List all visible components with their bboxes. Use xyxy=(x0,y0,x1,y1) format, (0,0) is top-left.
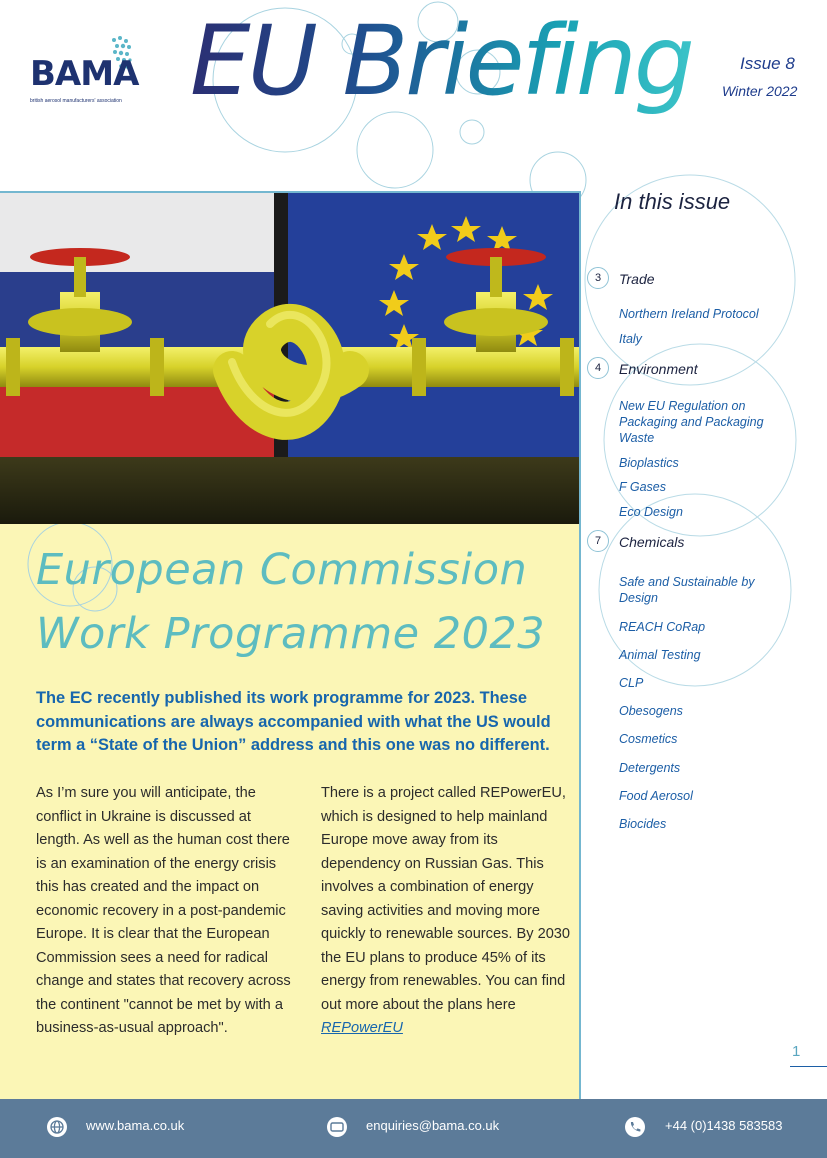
toc-item[interactable]: Animal Testing xyxy=(619,648,701,662)
sidebar-divider xyxy=(579,191,581,1099)
article-column-1: As I’m sure you will anticipate, the conflict in Ukraine is discussed at length. As well as the human cost there is an examination of the energy crisis this has created and the impact on economic recovery in a post-pandemic Europe. It is clear that the European Commission sees a need for radical change and states that recovery across the continent "cannot be met by with a business-as-usual approach". xyxy=(36,785,291,1036)
toc-item[interactable]: Bioplastics xyxy=(619,456,679,470)
masthead-title: EU Briefing xyxy=(190,5,692,117)
article-title xyxy=(36,538,545,666)
logo-wordmark: BAMA xyxy=(30,54,139,94)
toc-item[interactable]: Eco Design xyxy=(619,505,683,519)
article-column-2 xyxy=(321,782,576,1041)
toc-item[interactable]: CLP xyxy=(619,676,644,690)
footer-website[interactable]: www.bama.co.uk xyxy=(86,1118,185,1133)
toc-item[interactable]: Cosmetics xyxy=(619,732,678,746)
repowereu-link[interactable]: REPowerEU xyxy=(321,1020,403,1036)
pipeline-knot-illustration xyxy=(0,192,580,524)
bama-logo xyxy=(30,32,140,102)
toc-page-trade: 3 xyxy=(587,267,609,289)
toc-page-chemicals: 7 xyxy=(587,530,609,552)
toc-item[interactable]: Northern Ireland Protocol xyxy=(619,307,759,321)
toc-item[interactable]: Italy xyxy=(619,332,642,346)
article-lead: The EC recently published its work programme for 2023. These communications are always accompanied with what the US would term a “State of the Union” address and this one was no different. xyxy=(36,689,551,754)
logo-tagline: british aerosol manufacturers' association xyxy=(30,98,122,104)
toc-item[interactable]: Biocides xyxy=(619,817,667,831)
issue-number: Issue 8 xyxy=(740,54,795,73)
toc-item[interactable]: Safe and Sustainable by Design xyxy=(619,575,755,605)
toc-item[interactable]: New EU Regulation on Packaging and Packaging Waste xyxy=(619,399,764,445)
phone-icon xyxy=(624,1116,646,1138)
email-icon xyxy=(326,1116,348,1138)
toc-item[interactable]: REACH CoRap xyxy=(619,620,706,634)
page-number-rule xyxy=(790,1066,827,1067)
article-column-2-text: There is a project called REPowerEU, which is designed to help mainland Europe move away from its dependency on Russian Gas. This involves a combination of energy saving activities and moving more quickly to renewable sources. By 2030 the EU plans to produce 45% of its energy from renewables. You can find out more about the plans here xyxy=(321,785,571,1013)
toc-item[interactable]: F Gases xyxy=(619,480,667,494)
toc-item[interactable]: Food Aerosol xyxy=(619,789,693,803)
footer-email[interactable]: enquiries@bama.co.uk xyxy=(366,1118,500,1133)
footer-phone[interactable]: +44 (0)1438 583583 xyxy=(665,1118,783,1133)
article-title-line2: Work Programme 2023 xyxy=(36,609,546,659)
toc-item[interactable]: Detergents xyxy=(619,761,681,775)
top-divider xyxy=(0,191,580,193)
globe-icon xyxy=(46,1116,68,1138)
toc-item[interactable]: Obesogens xyxy=(619,704,683,718)
toc-title: In this issue xyxy=(614,189,731,214)
hero-image xyxy=(0,192,580,524)
toc-page-environment: 4 xyxy=(587,357,609,379)
toc-section-trade[interactable]: Trade xyxy=(619,271,655,287)
issue-season: Winter 2022 xyxy=(722,83,798,99)
article-title-line1: European Commission xyxy=(36,545,528,595)
toc-section-chemicals[interactable]: Chemicals xyxy=(619,534,685,550)
toc-section-environment[interactable]: Environment xyxy=(619,361,698,377)
page-number: 1 xyxy=(792,1043,801,1060)
